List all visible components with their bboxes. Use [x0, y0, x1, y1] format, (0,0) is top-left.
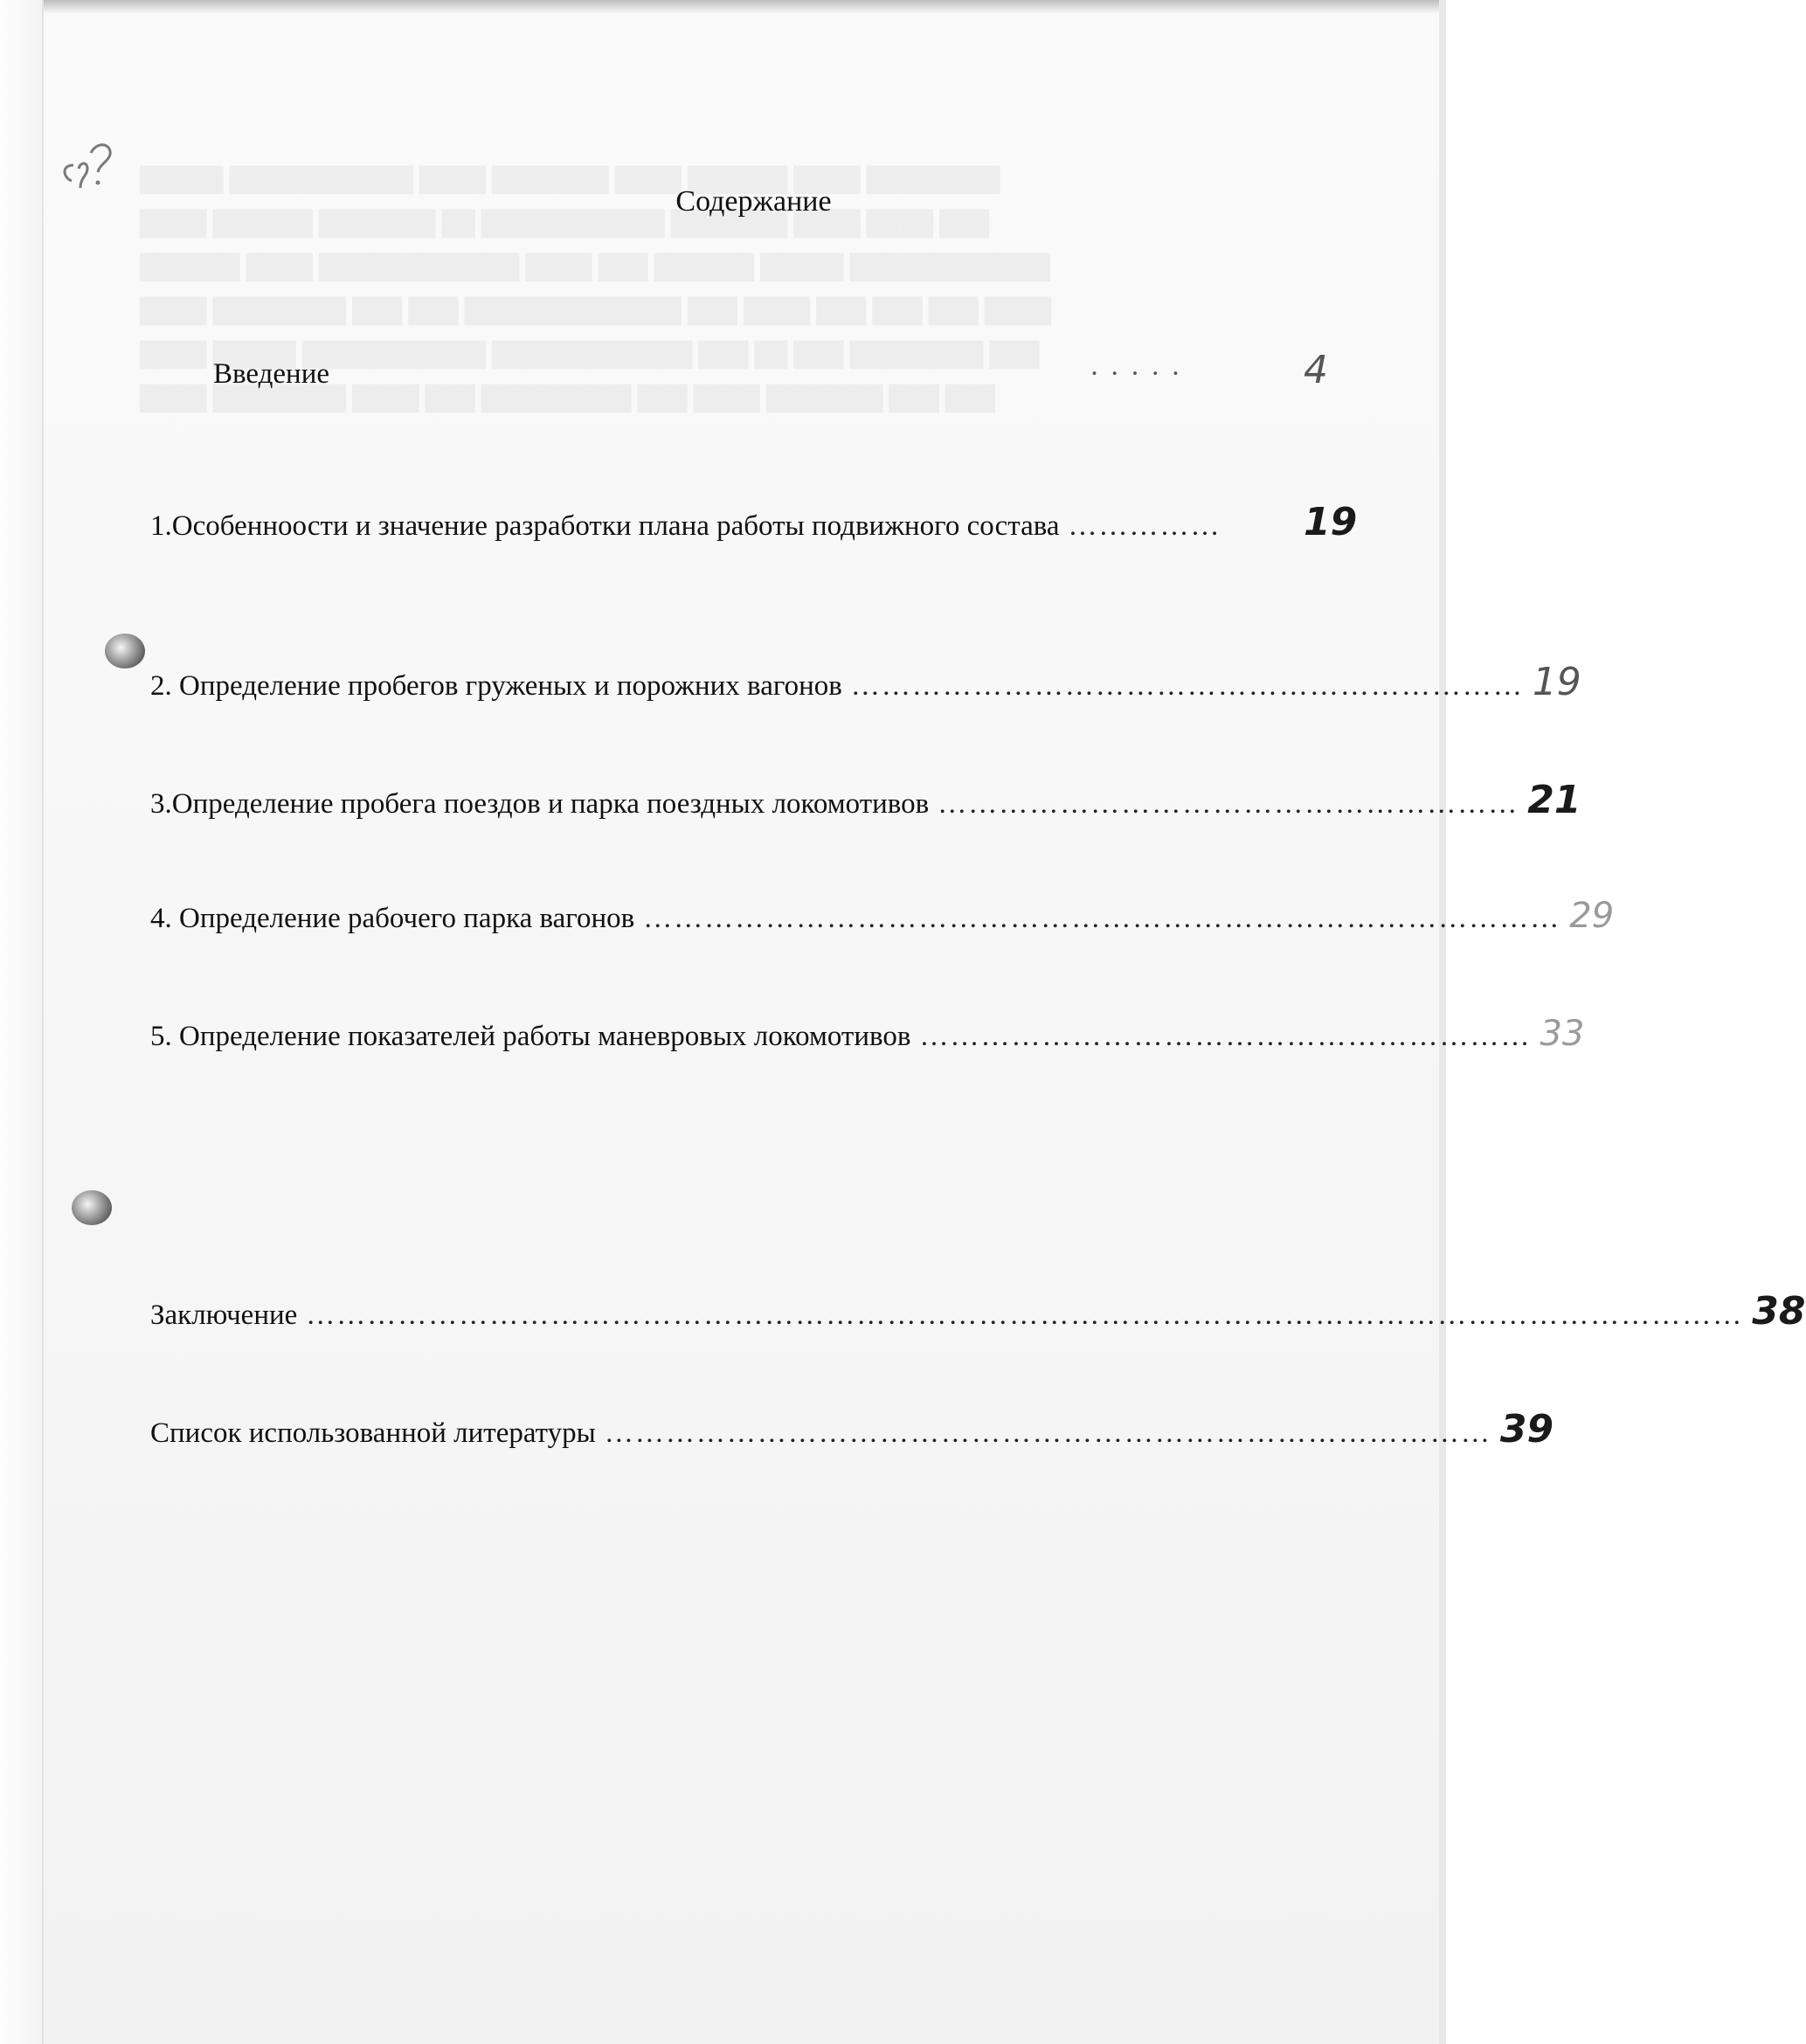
- toc-entry-label: Заключение: [150, 1299, 298, 1331]
- toc-entry-label: Список использованной литературы: [150, 1417, 596, 1449]
- toc-entry-conclusion[interactable]: [150, 1289, 1806, 1334]
- toc-entry-introduction[interactable]: [213, 348, 1365, 391]
- toc-dot-leader: ……………………………………………………………………………………………………………………………: [306, 1299, 1744, 1331]
- toc-entry-label: 4. Определение рабочего парка вагонов: [150, 903, 635, 934]
- toc-entry-label: 1.Особенноости и значение разработки плана работы подвижного состава: [150, 510, 1060, 542]
- toc-page-number: 21: [1527, 778, 1581, 822]
- toc-dot-leader: …………………………………………………………: [850, 670, 1524, 702]
- toc-entry-label: Введение: [213, 358, 330, 390]
- toc-page-number: 29: [1569, 896, 1615, 936]
- bleed-through-texture: █████ ███████████ ████ ███████ ████ ██████ ████ ████████ ████ ██████ ███████ ██ ███████████ ███████ ████ ████ ███ ██████ ████ ████████████ ████ ███ ██████ █████ ████████████ ████ ████████ ███ ███ █████████████ ███ ████ ███ ███ ███ ████ ████ █████ ███████████ ████████████ ███ ██ ███ ████████ ███ ████ ████████ ████ ███ █████████ ███ ████ ███████ ███ ███: [140, 166, 1052, 411]
- toc-dot-leader: …………………………………………………: [938, 788, 1519, 820]
- toc-page-number: 19: [1304, 500, 1358, 544]
- toc-entry-label: 2. Определение пробегов груженых и порожних вагонов: [150, 670, 842, 702]
- scan-edge-top: [35, 0, 1446, 14]
- scan-edge-left: [0, 0, 44, 2044]
- toc-entry-label: 3.Определение пробега поездов и парка поездных локомотивов: [150, 788, 930, 820]
- toc-dot-leader: ……………………………………………………: [919, 1021, 1532, 1052]
- toc-page-number: 4: [1304, 348, 1328, 392]
- toc-entry-1[interactable]: [150, 500, 1365, 544]
- toc-entry-4[interactable]: [150, 896, 1615, 939]
- toc-entry-references[interactable]: [150, 1407, 1554, 1452]
- toc-page-number: 33: [1540, 1014, 1585, 1054]
- toc-page-number: 38: [1752, 1289, 1806, 1334]
- toc-page-number: 19: [1532, 660, 1581, 704]
- toc-entry-5[interactable]: [150, 1014, 1585, 1057]
- toc-entry-3[interactable]: [150, 778, 1581, 822]
- punch-hole: [72, 1190, 112, 1225]
- toc-dot-leader: · · · · ·: [1090, 358, 1182, 390]
- toc-entry-2[interactable]: [150, 660, 1581, 704]
- punch-hole: [105, 634, 145, 669]
- toc-page-number: 39: [1499, 1407, 1554, 1452]
- toc-dot-leader: ……………: [1068, 510, 1221, 542]
- toc-entry-label: 5. Определение показателей работы маневровых локомотивов: [150, 1021, 911, 1052]
- toc-dot-leader: ………………………………………………………………………………: [643, 903, 1561, 934]
- toc-dot-leader: ……………………………………………………………………………: [604, 1417, 1491, 1449]
- page-title: Содержание: [675, 185, 832, 218]
